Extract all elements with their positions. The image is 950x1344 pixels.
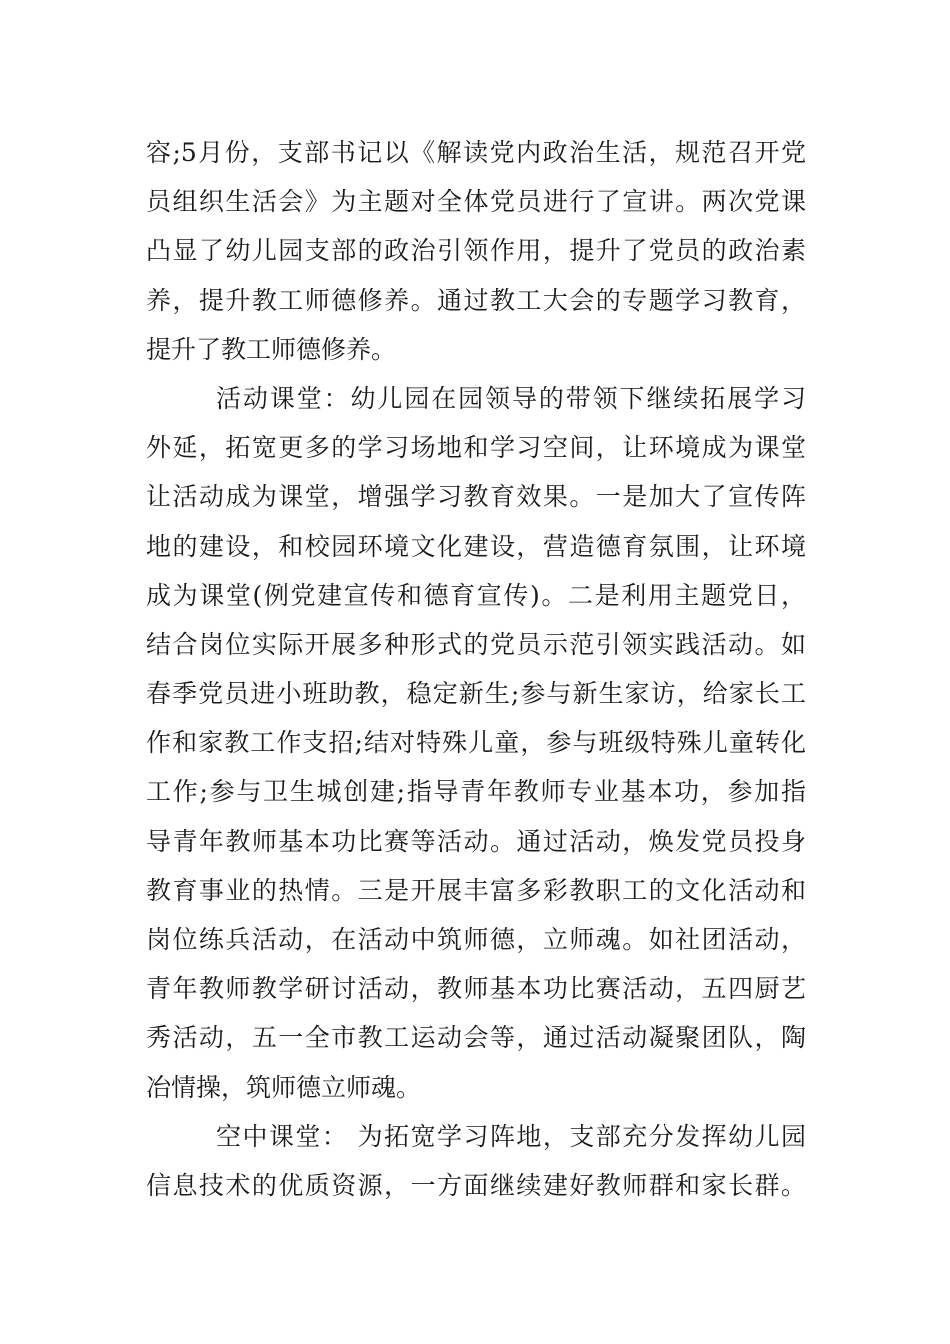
text-line: 春季党员进小班助教，稳定新生;参与新生家访，给家长工 <box>146 679 806 709</box>
text-line: 容;5月份，支部书记以《解读党内政治生活，规范召开党 <box>146 138 806 167</box>
text-line: 导青年教师基本功比赛等活动。通过活动，焕发党员投身 <box>146 826 806 856</box>
text-line: 提升了教工师德修养。 <box>146 334 397 364</box>
text-line: 空中课堂： 为拓宽学习阵地，支部充分发挥幼儿园 <box>216 1121 806 1151</box>
paragraph-online-classroom <box>146 1112 806 1210</box>
text-line: 冶情操，筑师德立师魂。 <box>146 1072 422 1102</box>
body-text <box>146 128 806 1210</box>
text-line: 信息技术的优质资源，一方面继续建好教师群和家长群。 <box>146 1170 806 1200</box>
text-line: 外延，拓宽更多的学习场地和学习空间，让环境成为课堂 <box>146 433 806 463</box>
text-line: 让活动成为课堂，增强学习教育效果。一是加大了宣传阵 <box>146 482 806 512</box>
text-line: 养，提升教工师德修养。通过教工大会的专题学习教育， <box>146 285 806 315</box>
text-line: 教育事业的热情。三是开展丰富多彩教职工的文化活动和 <box>146 875 806 905</box>
paragraph-party-lecture <box>146 128 806 374</box>
text-line: 凸显了幼儿园支部的政治引领作用，提升了党员的政治素 <box>146 236 806 266</box>
text-line: 秀活动，五一全市教工运动会等，通过活动凝聚团队，陶 <box>146 1023 806 1053</box>
text-line: 青年教师教学研讨活动，教师基本功比赛活动，五四厨艺 <box>146 974 806 1004</box>
text-line: 地的建设，和校园环境文化建设，营造德育氛围，让环境 <box>146 531 806 561</box>
text-line: 结合岗位实际开展多种形式的党员示范引领实践活动。如 <box>146 629 806 659</box>
text-line: 作和家教工作支招;结对特殊儿童，参与班级特殊儿童转化 <box>146 728 806 758</box>
text-line: 成为课堂(例党建宣传和德育宣传)。二是利用主题党日， <box>146 580 806 610</box>
text-line: 员组织生活会》为主题对全体党员进行了宣讲。两次党课 <box>146 187 806 217</box>
text-line: 工作;参与卫生城创建;指导青年教师专业基本功，参加指 <box>146 777 806 807</box>
text-line: 岗位练兵活动，在活动中筑师德，立师魂。如社团活动， <box>146 925 806 954</box>
text-line: 活动课堂：幼儿园在园领导的带领下继续拓展学习 <box>216 383 806 413</box>
paragraph-activity-classroom <box>146 374 806 1112</box>
